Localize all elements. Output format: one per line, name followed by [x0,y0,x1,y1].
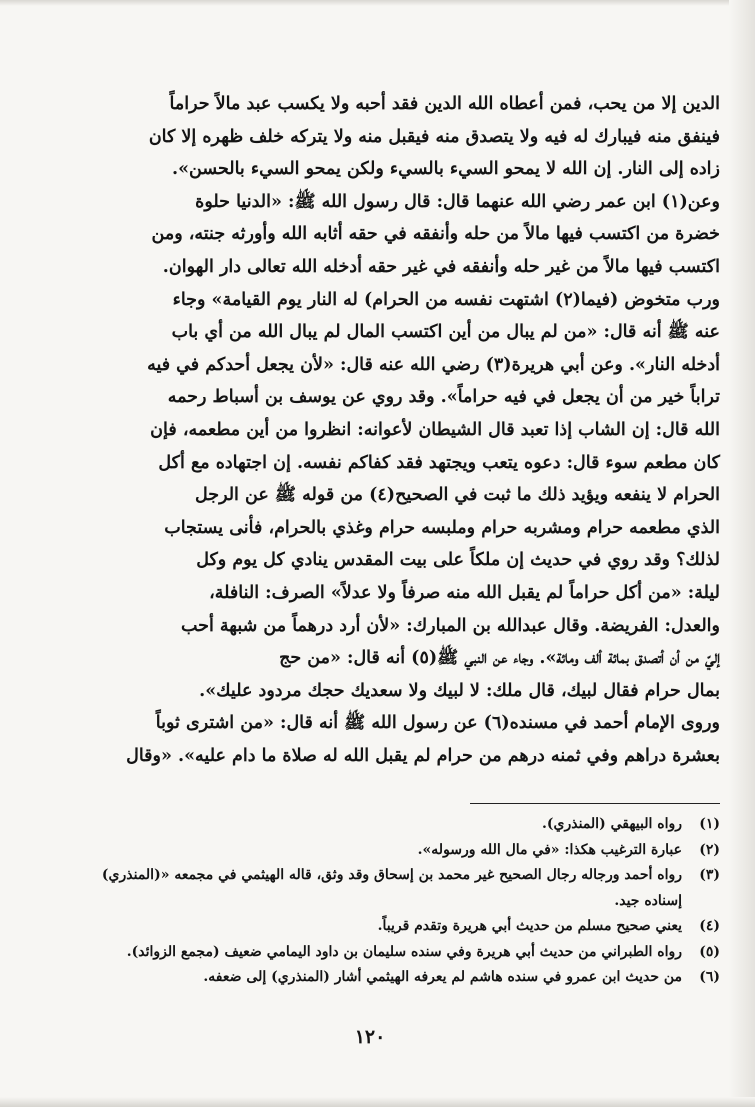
text-line: تراباً خير من أن يجعل في فيه حراماً». وقد روي عن يوسف بن أسباط رحمه [167,387,720,408]
text-line: بمال حرام فقال لبيك، قال ملك: لا لبيك ولا سعديك حجك مردود عليك». [199,680,720,701]
text-line: الدين إلا من يحب، فمن أعطاه الله الدين فقد أحبه ولا يكسب عبد مالاً حراماً [169,94,720,114]
page-number: ١٢٠ [354,1026,386,1048]
text-line: الحرام لا ينفعه ويؤيد ذلك ما ثبت في الصحيح(٤) من قوله ﷺ عن الرجل [195,485,720,506]
text-line: لذلك؟ وقد روي في حديث إن ملكاً على بيت المقدس ينادي كل يوم وكل [196,550,720,571]
footnote-text: رواه البيهقي (المنذري). [542,816,682,832]
footnote-text: رواه أحمد ورجاله رجال الصحيح غير محمد بن إسحاق وقد وثق، قاله الهيثمي في مجمعه «(المنذري) إسناده جيد. [101,867,682,909]
text-line: فينفق منه فيبارك له فيه ولا يتصدق منه فيقبل منه ولا يتركه خلف ظهره إلا كان [148,126,720,147]
text-line: ليلة: «من أكل حراماً لم يقبل الله منه صرفاً ولا عدلاً» الصرف: النافلة، [209,582,720,603]
text-line: بعشرة دراهم وفي ثمنه درهم من حرام لم يقبل الله له صلاة ما دام عليه». «وقال [126,745,720,766]
footnote-item [100,914,720,940]
text-line: الله قال: إن الشاب إذا تعبد قال الشيطان لأعوانه: انظروا من أين مطعمه، فإن [150,419,720,440]
footnote-number: (٥) [699,943,720,960]
main-text [100,88,720,772]
footnote-item [100,965,720,991]
footnote-text: عبارة الترغيب هكذا: «في مال الله ورسوله». [417,841,682,858]
text-line: الذي مطعمه حرام ومشربه حرام وملبسه حرام وغذي بالحرام، فأنى يستجاب [164,517,720,538]
footnote-item [100,863,720,914]
page-binding-shadow [729,0,755,1107]
text-line: خضرة من اكتسب فيها مالاً من حله وأنفقه في حقه أثابه الله وأورثه جنته، ومن [151,224,720,245]
text-line: والعدل: الفريضة. وقال عبدالله بن المبارك: «لأن أرد درهماً من شبهة أحب [180,615,720,636]
footnote-number: (٣) [699,867,720,883]
text-line: زاده إلى النار. إن الله لا يمحو السيء بالسيء ولكن يمحو السيء بالحسن». [172,159,720,180]
footnote-number: (٦) [699,969,720,985]
text-line: وروى الإمام أحمد في مسنده(٦) عن رسول الله ﷺ أنه قال: «من اشترى ثوباً [155,713,720,734]
page-bottom-edge [0,1097,755,1107]
text-line: إليّ من أن أتصدق بمائة ألف ومائة». وجاء عن النبي ﷺ(٥) أنه قال: «من حج [279,648,720,669]
footnote-number: (١) [699,816,720,832]
text-line: كان مطعم سوء قال: دعوه يتعب ويجتهد فقد كفاكم نفسه. إن اجتهاده مع أكل [158,452,720,473]
footnote-text: رواه الطبراني من حديث أبي هريرة وفي سنده سليمان بن داود اليمامي ضعيف (مجمع الزوائد). [126,943,682,960]
footnote-number: (٤) [699,918,720,934]
footnote-text: يعني صحيح مسلم من حديث أبي هريرة وتقدم قريباً. [377,918,682,934]
text-line: ورب متخوض (فيما(٢) اشتهت نفسه من الحرام) له النار يوم القيامة» وجاء [172,289,720,310]
footnote-number: (٢) [699,841,720,858]
footnote-separator [470,803,720,804]
text-line: عنه ﷺ أنه قال: «من لم يبال من أين اكتسب المال لم يبال الله من أي باب [171,322,720,343]
footnotes-list [100,812,720,991]
footnote-text: من حديث ابن عمرو في سنده هاشم لم يعرفه الهيثمي أشار (المنذري) إلى ضعفه. [203,969,682,985]
text-line: أدخله النار». وعن أبي هريرة(٣) رضي الله عنه قال: «لأن يجعل أحدكم في فيه [147,354,720,375]
footnote-item [100,838,720,864]
text-line: اكتسب فيها مالاً من غير حله وأنفقه في غير حقه أدخله الله تعالى دار الهوان. [162,256,720,277]
page-top-edge [0,0,755,6]
footnote-item [100,940,720,966]
footnote-item [100,812,720,838]
text-line: وعن(١) ابن عمر رضي الله عنهما قال: قال رسول الله ﷺ: «الدنيا حلوة [195,191,720,212]
